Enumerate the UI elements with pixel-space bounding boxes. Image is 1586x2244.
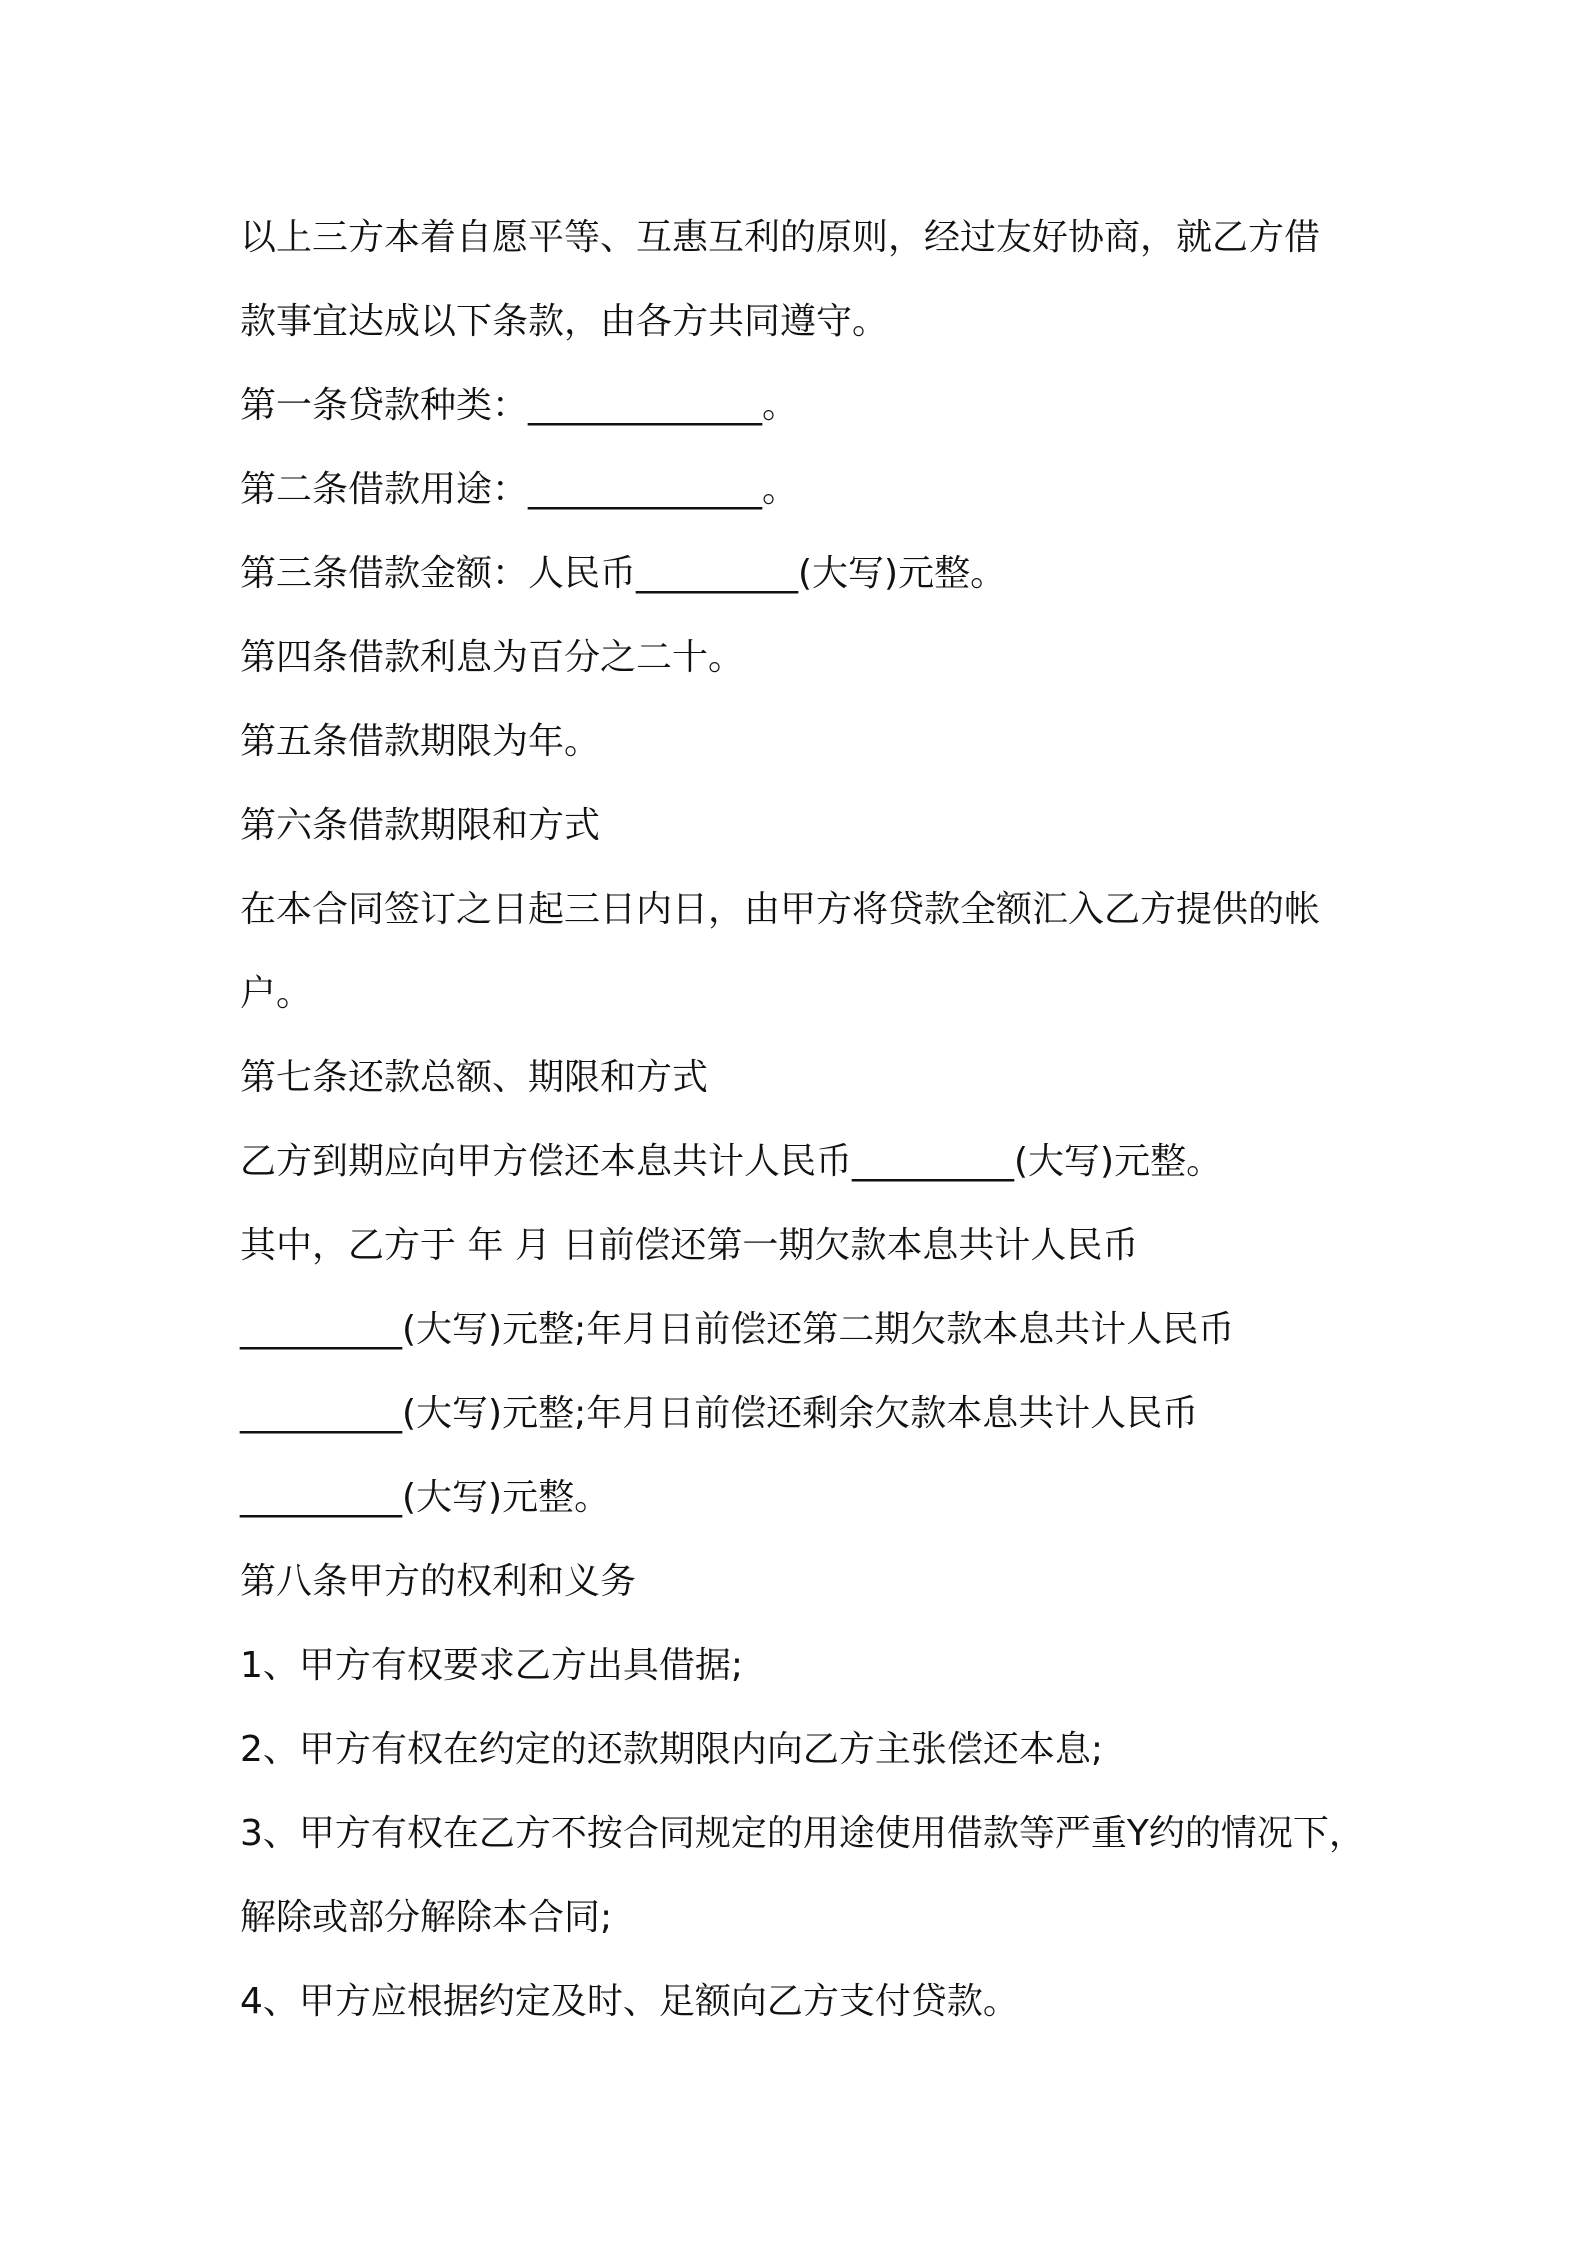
clause-2-loan-purpose: 第二条借款用途：_____________。 bbox=[240, 469, 799, 510]
paragraph-line: _________(大写)元整。 bbox=[240, 1477, 611, 1518]
paragraph-line: _________(大写)元整;年月日前偿还剩余欠款本息共计人民币 bbox=[240, 1393, 1199, 1434]
paragraph-line: 在本合同签订之日起三日内日，由甲方将贷款全额汇入乙方提供的帐 bbox=[240, 889, 1321, 930]
clause-1-loan-type: 第一条贷款种类：_____________。 bbox=[240, 385, 799, 426]
paragraph-line: 解除或部分解除本合同; bbox=[240, 1897, 613, 1938]
clause-4-interest: 第四条借款利息为百分之二十。 bbox=[240, 637, 745, 678]
clause-5-term: 第五条借款期限为年。 bbox=[240, 721, 601, 762]
paragraph-line: 款事宜达成以下条款，由各方共同遵守。 bbox=[240, 301, 889, 342]
list-item: 4、甲方应根据约定及时、足额向乙方支付贷款。 bbox=[240, 1981, 1019, 2022]
clause-7-heading: 第七条还款总额、期限和方式 bbox=[240, 1057, 709, 1098]
clause-6-heading: 第六条借款期限和方式 bbox=[240, 805, 601, 846]
paragraph-line: 乙方到期应向甲方偿还本息共计人民币_________(大写)元整。 bbox=[240, 1141, 1223, 1182]
clause-8-heading: 第八条甲方的权利和义务 bbox=[240, 1561, 637, 1602]
paragraph-line: 其中，乙方于 年 月 日前偿还第一期欠款本息共计人民币 bbox=[240, 1225, 1139, 1266]
paragraph-line: 以上三方本着自愿平等、互惠互利的原则，经过友好协商，就乙方借 bbox=[240, 217, 1321, 258]
list-item: 3、甲方有权在乙方不按合同规定的用途使用借款等严重Y约的情况下， bbox=[240, 1813, 1365, 1854]
clause-3-loan-amount: 第三条借款金额：人民币_________(大写)元整。 bbox=[240, 553, 1007, 594]
paragraph-line: _________(大写)元整;年月日前偿还第二期欠款本息共计人民币 bbox=[240, 1309, 1235, 1350]
document-body bbox=[240, 196, 1365, 2044]
list-item: 2、甲方有权在约定的还款期限内向乙方主张偿还本息; bbox=[240, 1729, 1104, 1770]
list-item: 1、甲方有权要求乙方出具借据; bbox=[240, 1645, 744, 1686]
paragraph-line: 户。 bbox=[240, 973, 313, 1014]
